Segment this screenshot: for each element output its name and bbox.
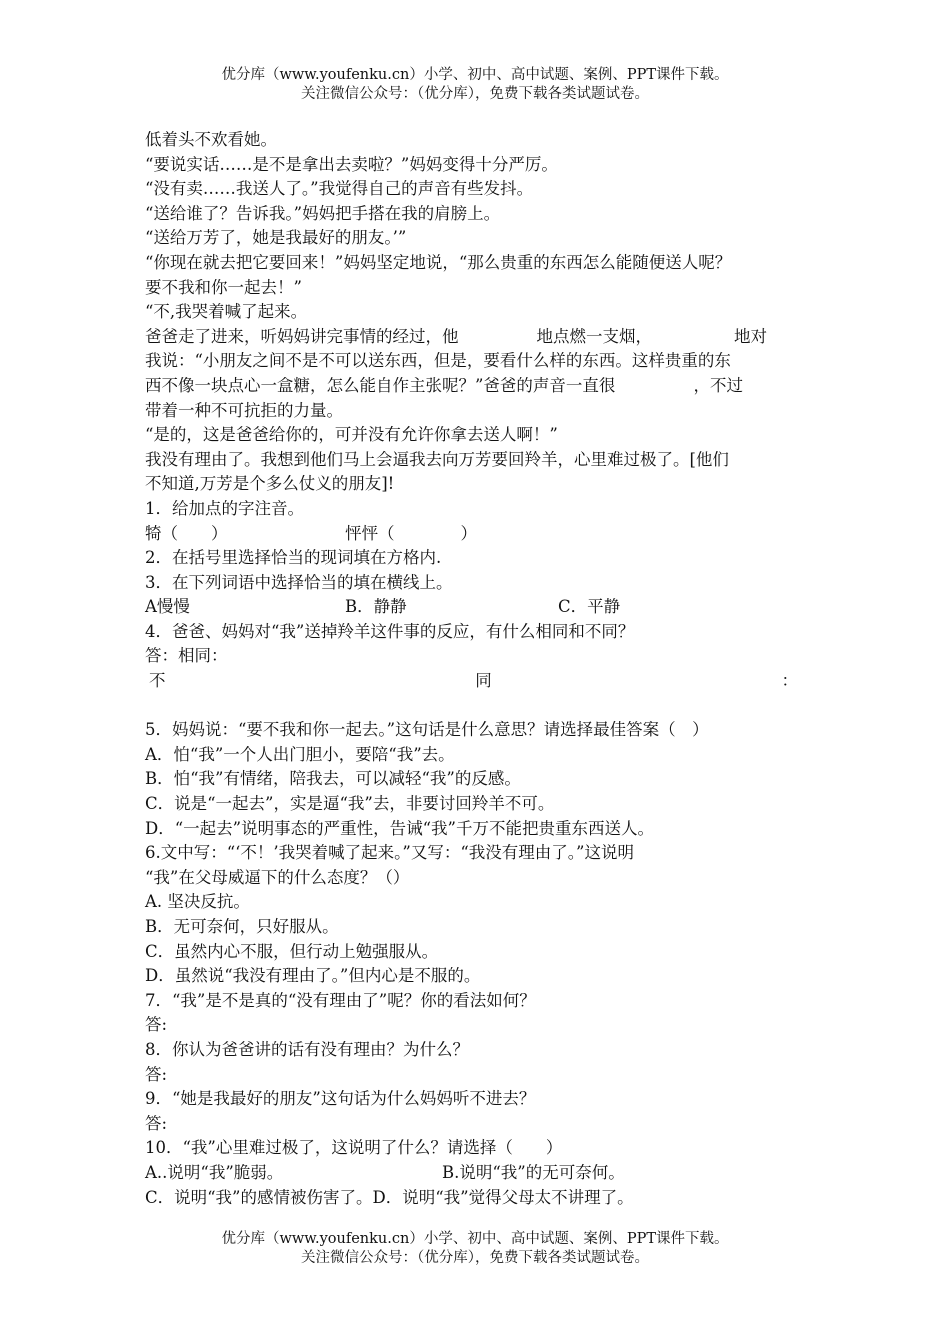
- passage-line: 要不我和你一起去！”: [145, 277, 302, 297]
- q10-options-cd: C．说明“我”的感情被伤害了。D．说明“我”觉得父母太不讲理了。: [145, 1187, 634, 1207]
- question-10: 10．“我”心里难过极了，这说明了什么？请选择（ ）: [145, 1138, 563, 1158]
- page-header: [0, 66, 950, 104]
- q4-diff-char-1: 不: [149, 671, 166, 691]
- q6-option-a: A. 坚决反抗。: [145, 892, 250, 912]
- question-1: 1．给加点的字注音。: [145, 498, 304, 518]
- q6-option-b: B．无可奈何，只好服从。: [145, 917, 339, 936]
- q7-answer: 答:: [145, 1015, 168, 1035]
- passage-line: 带着一种不可抗拒的力量。: [145, 400, 343, 420]
- q5-option-d: D．“一起去”说明事态的严重性，告诫“我”千万不能把贵重东西送人。: [145, 818, 654, 838]
- q10-options-ab: [145, 1161, 810, 1186]
- footer-line-1: 优分库（www.youfenku.cn）小学、初中、高中试题、案例、PPT课件下载。: [221, 1231, 729, 1247]
- question-5: 5．妈妈说：“要不我和你一起去。”这句话是什么意思？请选择最佳答案（ ）: [145, 720, 709, 740]
- passage-line: 低着头不欢看她。: [145, 130, 277, 149]
- question-8: 8．你认为爸爸讲的话有没有理由？为什么？: [145, 1039, 469, 1059]
- passage-line: “没有卖……我送人了。”我觉得自己的声音有些发抖。: [145, 179, 534, 199]
- passage-text: 地对: [734, 326, 767, 346]
- question-3-options: [145, 595, 810, 620]
- footer-line-2: 关注微信公众号：（优分库），免费下载各类试题试卷。: [301, 1250, 649, 1266]
- q4-answer-different: [145, 669, 810, 694]
- question-4: 4．爸爸、妈妈对“我”送掉羚羊这件事的反应，有什么相同和不同？: [145, 621, 635, 641]
- passage-text: 地点燃一支烟，: [536, 326, 652, 346]
- passage-line: “送给谁了？告诉我。”妈妈把手搭在我的肩膀上。: [145, 203, 501, 223]
- passage-line: “是的，这是爸爸给你的，可并没有允许你拿去送人啊！”: [145, 425, 558, 445]
- passage-text: ，不过: [693, 375, 743, 395]
- header-line-1: 优分库（www.youfenku.cn）小学、初中、高中试题、案例、PPT课件下载。: [221, 67, 729, 83]
- q10-option-a: A..说明“我”脆弱。: [145, 1162, 284, 1182]
- q5-option-b: B．怕“我”有情绪，陪我去，可以减轻“我”的反感。: [145, 769, 521, 789]
- passage-line: “要说实话……是不是拿出去卖啦？”妈妈变得十分严厉。: [145, 154, 558, 174]
- passage-line-with-blanks: [145, 325, 810, 350]
- spacer: [145, 694, 810, 719]
- page-footer: [0, 1230, 950, 1268]
- q5-option-a: A．怕“我”一个人出门胆小，要陪“我”去。: [145, 744, 455, 764]
- q3-option-c: C．平静: [558, 597, 621, 617]
- question-9: 9．“她是我最好的朋友”这句话为什么妈妈听不进去？: [145, 1089, 536, 1109]
- passage-line: 我没有理由了。我想到他们马上会逼我去向万芳要回羚羊，心里难过极了。[他们: [145, 449, 729, 469]
- question-6-line-1: 6.文中写：“‘不！’我哭着喊了起来。”又写：“我没有理由了。”这说明: [145, 843, 634, 863]
- passage-line: “你现在就去把它要回来！”妈妈坚定地说，“那么贵重的东西怎么能随便送人呢？: [145, 252, 732, 272]
- question-6-line-2: “我”在父母威逼下的什么态度？（）: [145, 867, 410, 887]
- q1-item-a: 犄（ ）: [145, 523, 228, 543]
- passage-line-with-blanks: [145, 374, 810, 399]
- passage-text: 爸爸走了进来，听妈妈讲完事情的经过，他: [145, 326, 459, 346]
- question-2: 2．在括号里选择恰当的现词填在方格内.: [145, 548, 442, 568]
- q8-answer: 答:: [145, 1064, 168, 1084]
- q9-answer: 答:: [145, 1113, 168, 1133]
- q5-option-c: C．说是“一起去”，实是逼“我”去，非要讨回羚羊不可。: [145, 794, 555, 814]
- passage-line: “送给万芳了，她是我最好的朋友。’”: [145, 228, 407, 248]
- q4-diff-colon: ：: [781, 671, 798, 691]
- q6-option-c: C．虽然内心不服，但行动上勉强服从。: [145, 941, 439, 961]
- passage-line: “不,我哭着喊了起来。: [145, 302, 308, 322]
- q1-item-b: 怦怦（ ）: [345, 523, 477, 543]
- question-3: 3．在下列词语中选择恰当的填在横线上。: [145, 572, 453, 592]
- q4-answer-same: 答：相同：: [145, 646, 228, 666]
- q4-diff-char-2: 同: [475, 671, 492, 691]
- question-7: 7．“我”是不是真的“没有理由了”呢？你的看法如何？: [145, 990, 536, 1010]
- q6-option-d: D．虽然说“我没有理由了。”但内心是不服的。: [145, 966, 481, 986]
- passage-text: 西不像一块点心一盒糖，怎么能自作主张呢？”爸爸的声音一直很: [145, 375, 616, 395]
- passage-line: 不知道,万芳是个多么仗义的朋友]!: [145, 474, 395, 494]
- q3-option-b: B．静静: [345, 597, 407, 617]
- q3-option-a: A慢慢: [145, 597, 190, 617]
- q10-option-b: B.说明“我”的无可奈何。: [442, 1162, 625, 1182]
- header-line-2: 关注微信公众号：（优分库），免费下载各类试题试卷。: [301, 86, 649, 102]
- passage-line: 我说：“小朋友之间不是不可以送东西，但是，要看什么样的东西。这样贵重的东: [145, 351, 731, 371]
- question-1-items: [145, 522, 810, 547]
- document-body: [145, 128, 810, 1210]
